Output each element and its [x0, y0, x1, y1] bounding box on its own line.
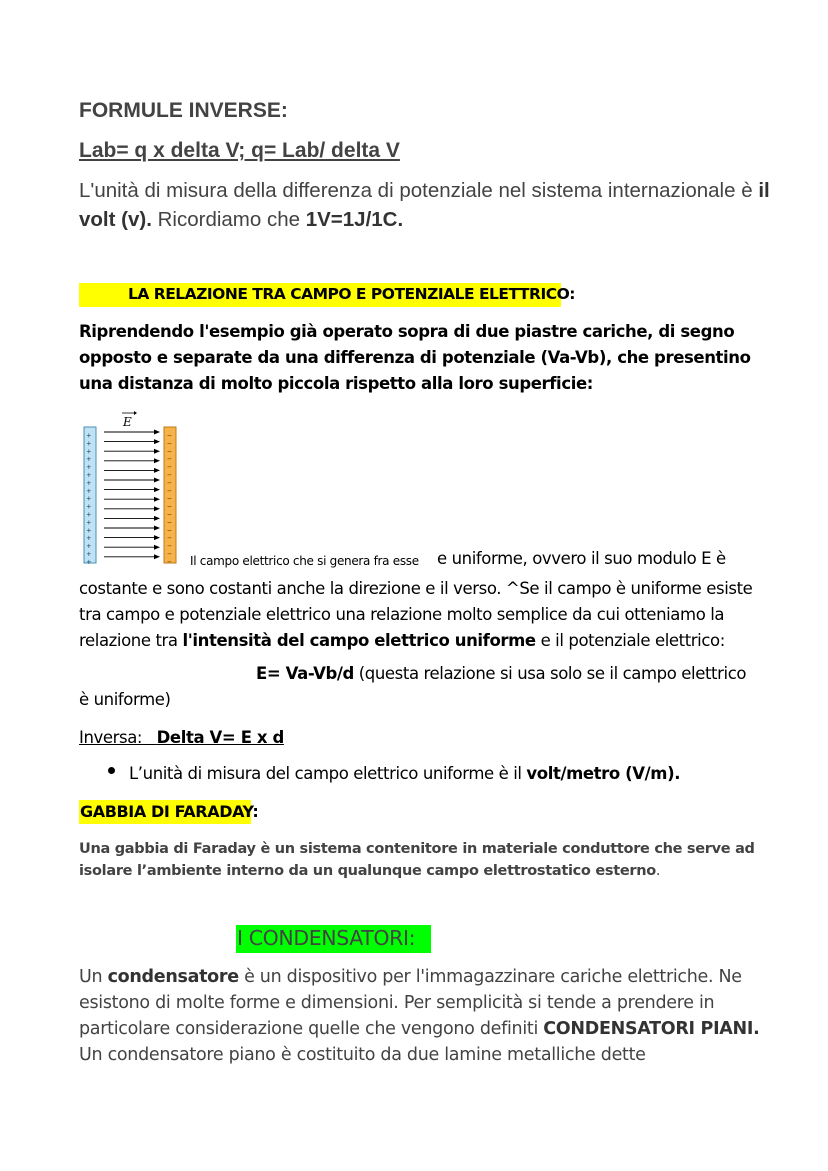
intro-text-1: L'unità di misura della differenza di potenziale nel sistema internazionale è	[79, 179, 759, 202]
plus-sign: +	[86, 549, 92, 559]
field-arrowhead	[154, 516, 160, 521]
condensatori-paragraph	[79, 964, 779, 1068]
inversa-line	[79, 728, 284, 747]
paragraph-campo-uniforme	[79, 576, 779, 654]
plus-sign: +	[86, 517, 92, 527]
minus-sign: −	[167, 470, 172, 480]
minus-sign: −	[167, 502, 172, 512]
minus-sign: −	[167, 462, 172, 472]
plus-sign: +	[86, 510, 92, 519]
minus-sign: −	[167, 486, 172, 496]
field-arrowhead	[154, 487, 160, 492]
field-arrowhead	[154, 468, 160, 473]
plus-sign: +	[86, 431, 92, 440]
field-lines	[104, 430, 160, 560]
para2-text-1: costante e sono costanti anche la direzione e il verso. ^Se il campo è uniforme esiste tra campo e potenziale elettrico una relazione molto semplice da cui otteniamo la relazione tra	[79, 579, 753, 650]
inversa-label: Inversa:	[79, 728, 143, 747]
minus-sign: −	[167, 446, 172, 456]
heading-formule-inverse: FORMULE INVERSE:	[79, 99, 288, 122]
field-label: E	[123, 415, 132, 429]
formula-continuation: è uniforme)	[79, 690, 171, 709]
plus-sign: +	[86, 525, 92, 535]
minus-sign: −	[167, 478, 172, 488]
gabbia-bold: Una gabbia di Faraday è un sistema contenitore in materiale conduttore che serve ad isolare l’ambiente interno da un qualunque campo elettrostatico esterno	[79, 841, 755, 879]
heading-formula: Lab= q x delta V; q= Lab/ delta V	[79, 139, 400, 162]
plus-sign: +	[86, 454, 92, 464]
minus-sign: −	[167, 525, 172, 535]
plus-sign: +	[86, 541, 92, 551]
cond-text-2: è un dispositivo per l'immagazzinare cariche elettriche. Ne esistono di molte forme e dimensioni. Per semplicità si tende a prendere in particolare considerazione quelle che vengono definiti	[79, 967, 742, 1039]
para2-text-2: e il potenziale elettrico:	[535, 631, 725, 650]
caption-continuation: e uniforme, ovvero il suo modulo E è	[437, 549, 726, 568]
gabbia-end: .	[655, 863, 661, 879]
field-diagram	[82, 408, 182, 566]
bullet-text: L’unità di misura del campo elettrico uniforme è il	[129, 764, 527, 783]
minus-signs	[167, 431, 172, 566]
para2-bold: l'intensità del campo elettrico uniforme	[182, 631, 536, 650]
bullet-item	[129, 764, 680, 783]
section1-title: LA RELAZIONE TRA CAMPO E POTENZIALE ELETTRICO:	[128, 285, 575, 303]
field-arrowhead	[154, 526, 160, 531]
minus-sign: −	[167, 494, 172, 504]
gabbia-paragraph	[79, 838, 779, 882]
plus-sign: +	[86, 446, 92, 456]
bullet-icon	[108, 767, 115, 774]
figure-caption: Il campo elettrico che si genera fra esse	[190, 554, 419, 568]
minus-sign: −	[167, 510, 172, 519]
plus-sign: +	[86, 494, 92, 504]
plus-sign: +	[86, 470, 92, 480]
formula-line	[256, 664, 746, 683]
minus-sign: −	[167, 557, 172, 566]
formula-rest: (questa relazione si usa solo se il campo elettrico	[353, 664, 747, 683]
field-arrowhead	[154, 439, 160, 444]
minus-sign: −	[167, 431, 172, 440]
plus-sign: +	[86, 462, 92, 472]
plus-signs	[87, 431, 92, 566]
minus-sign: −	[167, 517, 172, 527]
plus-sign: +	[86, 438, 92, 448]
field-arrowhead	[154, 478, 160, 483]
bullet-bold: volt/metro (V/m).	[526, 764, 681, 783]
cond-text-3: Un condensatore piano è costituito da due lamine metalliche dette	[79, 1045, 646, 1065]
field-arrowhead	[154, 554, 160, 559]
field-arrowhead	[154, 458, 160, 463]
intro-text-2: Ricordiamo che	[151, 208, 306, 231]
field-arrowhead	[154, 545, 160, 550]
inversa-formula: Delta V= E x d	[156, 728, 284, 747]
minus-sign: −	[167, 549, 172, 559]
field-arrowhead	[154, 506, 160, 511]
field-arrowhead	[154, 535, 160, 540]
plus-sign: +	[86, 486, 92, 496]
minus-sign: −	[167, 533, 172, 543]
intro-paragraph	[79, 176, 779, 234]
plus-sign: +	[86, 533, 92, 543]
cond-bold-1: condensatore	[107, 967, 239, 987]
cond-text-1: Un	[79, 967, 108, 987]
plus-sign: +	[86, 502, 92, 512]
plus-sign: +	[86, 557, 92, 566]
minus-sign: −	[167, 454, 172, 464]
field-arrowhead	[154, 449, 160, 454]
intro-bold-1: il volt (v).	[79, 179, 770, 231]
paragraph-piastre: Riprendendo l'esempio già operato sopra di due piastre cariche, di segno opposto e separate da una differenza di potenziale (Va-Vb), che presentino una distanza di molto piccola rispetto alla loro superficie:	[79, 322, 751, 393]
cond-bold-2: CONDENSATORI PIANI.	[543, 1019, 760, 1039]
condensatori-title: I CONDENSATORI:	[237, 926, 416, 950]
minus-sign: −	[167, 438, 172, 448]
intro-bold-2: 1V=1J/1C.	[305, 208, 404, 231]
plus-sign: +	[86, 478, 92, 488]
minus-sign: −	[167, 541, 172, 551]
field-arrowhead	[154, 497, 160, 502]
gabbia-title: GABBIA DI FARADAY:	[80, 802, 259, 821]
formula-bold: E= Va-Vb/d	[256, 664, 354, 683]
field-arrowhead	[154, 430, 160, 435]
capacitor-field-figure	[82, 408, 182, 566]
